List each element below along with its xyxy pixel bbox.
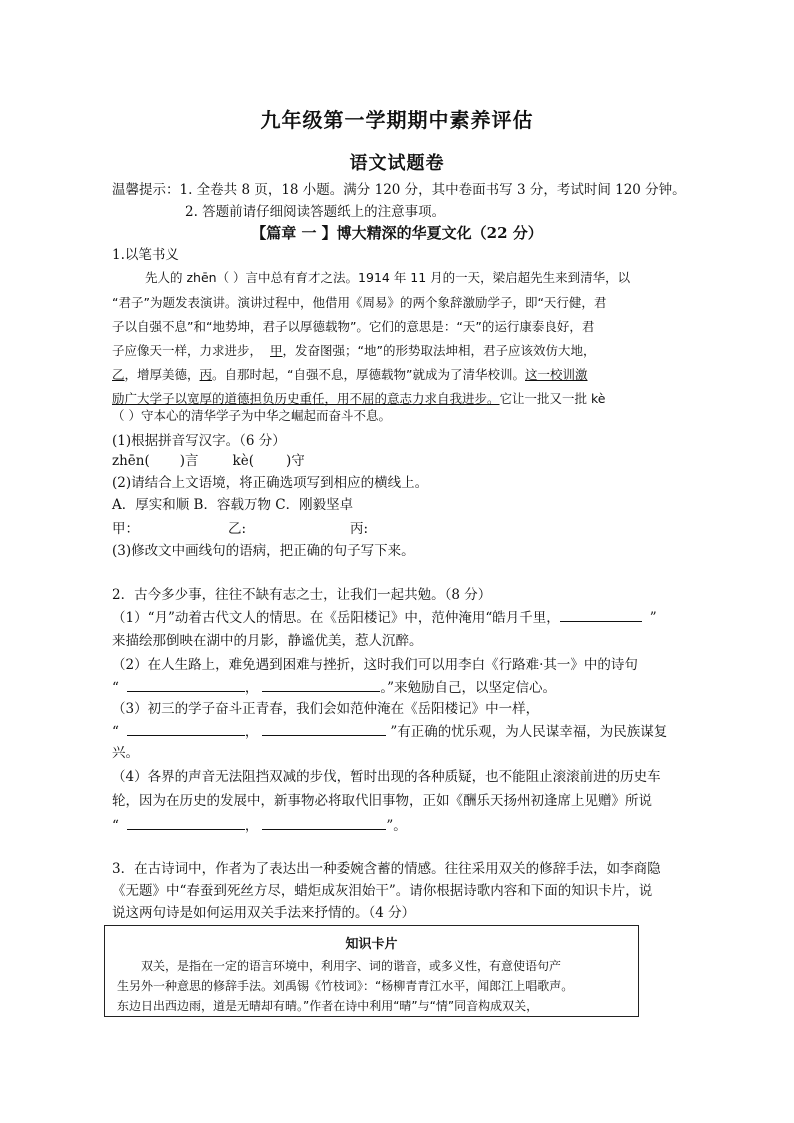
pinyin-ke-suffix: )守 [285, 453, 305, 469]
q2-part-2-answer [112, 677, 556, 698]
q2-part-2: （2）在人生路上，难免遇到困难与挫折，这时我们可以用李白《行路难·其一》中的诗句 [112, 657, 638, 673]
knowledge-card [104, 925, 639, 1017]
answer-blank[interactable] [262, 677, 380, 692]
blank-bing: 丙 [199, 367, 213, 382]
pinyin-ke: kè( [232, 453, 254, 469]
passage-line [112, 365, 588, 385]
answer-blank[interactable] [560, 607, 642, 622]
q2-part-4-answer [112, 815, 407, 836]
pinyin-zhen-suffix: )言 [179, 453, 199, 469]
q2-text: 。”来勉励自己，以坚定信心。 [380, 680, 557, 696]
answer-blank[interactable] [262, 815, 386, 830]
answer-blank[interactable] [127, 815, 245, 830]
q2-part-4-cont: 轮，因为在历史的发展中，新事物必将取代旧事物，正如《酬乐天扬州初逢席上见赠》所说 [112, 793, 652, 809]
blank-jia: 甲 [270, 343, 283, 358]
q2-text: ”有正确的忧乐观，为人民谋幸福，为民族谋复 [390, 724, 668, 740]
question-1-title: 1.以笔书义 [112, 247, 179, 263]
passage-text: ，发奋图强；“地”的形势取法坤相，君子应该效仿大地， [282, 343, 596, 358]
passage-text: 。自那时起，“自强不息，厚德载物”就成为了清华校训。 [212, 367, 525, 382]
q2-text: ”。 [386, 818, 407, 834]
passage-line [112, 341, 595, 361]
q2-text: ， [244, 724, 259, 740]
q2-text: （1）“月”动着古代文人的情思。在《岳阳楼记》中，范仲淹用“皓月千里， [112, 610, 560, 626]
page-subtitle: 语文试题卷 [349, 153, 445, 174]
q2-text: ， [244, 680, 259, 696]
q2-text: “ [112, 724, 119, 740]
q2-part-1-cont: 来描绘那倒映在湖中的月影，静谧优美，惹人沉醉。 [112, 633, 423, 649]
answer-blank[interactable] [127, 721, 245, 736]
q2-part-3-cont: 兴。 [112, 745, 139, 761]
page-title: 九年级第一学期期中素养评估 [260, 108, 534, 132]
passage-text: ，增厚美德， [124, 367, 200, 382]
passage-text: 子应像天一样，力求进步， [112, 343, 263, 358]
pinyin-row [112, 451, 305, 471]
q2-part-3-answer [112, 721, 667, 742]
sub-question-3: (3)修改文中画线句的语病，把正确的句子写下来。 [112, 543, 415, 559]
knowledge-card-line: 双关，是指在一定的语言环境中，利用字、词的谐音，或多义性，有意使语句产 [141, 959, 562, 973]
q2-part-4: （4）各界的声音无法阻挡双减的步伐，暂时出现的各种质疑，也不能阻止滚滚前进的历史车 [112, 769, 661, 785]
question-3-line: 3．在古诗词中，作者为了表达出一种委婉含蓄的情感。往往采用双关的修辞手法，如李商隐 [112, 861, 661, 877]
passage-text: 它让一批又一批 kè [499, 391, 606, 406]
answer-blank[interactable] [127, 677, 245, 692]
tips-line-1: 温馨提示：1. 全卷共 8 页，18 小题。满分 120 分，其中卷面书写 3 分，考试时间 120 分钟。 [112, 182, 686, 198]
sub-question-1: (1)根据拼音写汉字。（6 分） [112, 433, 286, 449]
q2-text: ” [649, 610, 657, 626]
underlined-sentence: 励广大学子以宽厚的道德担负历史重任，用不屈的意志力求自我进步。 [112, 391, 500, 406]
question-3-line: 说这两句诗是如何运用双关手法来抒情的。（4 分） [112, 905, 416, 921]
passage-line: 子以自强不息”和“地势坤，君子以厚德载物”。它们的意思是：“天”的运行康泰良好，君 [112, 319, 595, 334]
answer-blank[interactable] [262, 721, 386, 736]
q2-part-1 [112, 607, 657, 628]
answer-jia: 甲： [112, 521, 139, 537]
passage-line: 先人的 zhēn（ ）言中总有育才之法。1914 年 11 月的一天，梁启超先生来到清华，以 [145, 270, 631, 285]
blank-yi: 乙 [112, 367, 125, 382]
sub-question-2: (2)请结合上文语境，将正确选项写到相应的横线上。 [112, 475, 429, 491]
passage-line: （ ）守本心的清华学子为中华之崛起而奋斗不息。 [112, 408, 391, 423]
options-line: A．厚实和顺 B．容载万物 C．刚毅坚卓 [112, 497, 354, 513]
tips-line-2: 2. 答题前请仔细阅读答题纸上的注意事项。 [185, 204, 446, 220]
question-2-title: 2．古今多少事，往往不缺有志之士，让我们一起共勉。（8 分） [112, 587, 492, 603]
answer-yi: 乙: [228, 521, 247, 537]
q2-text: “ [112, 818, 119, 834]
pinyin-zhen: zhēn( [112, 453, 150, 469]
passage-line: “君子”为题发表演讲。演讲过程中，他借用《周易》的两个象辞激励学子，即“天行健，君 [112, 295, 607, 310]
q2-part-3: （3）初三的学子奋斗正青春，我们会如范仲淹在《岳阳楼记》中一样， [112, 701, 540, 717]
q2-text: “ [112, 680, 119, 696]
knowledge-card-line: 东边日出西边雨，道是无晴却有晴。”作者在诗中利用“晴”与“情”同音构成双关， [117, 999, 539, 1013]
knowledge-card-line: 生另外一种意思的修辞手法。刘禹锡《竹枝词》：“杨柳青青江水平，闻郎江上唱歌声。 [117, 979, 574, 993]
question-3-line: 《无题》中“春蚕到死丝方尽，蜡炬成灰泪始干”。请你根据诗歌内容和下面的知识卡片，说 [112, 883, 653, 899]
knowledge-card-title: 知识卡片 [345, 937, 398, 952]
section-heading: 【篇章 一 】博大精深的华夏文化（22 分） [251, 224, 543, 242]
underlined-sentence: 这一校训激 [525, 367, 588, 382]
q2-text: ， [244, 818, 259, 834]
answer-bing: 丙: [350, 521, 369, 537]
